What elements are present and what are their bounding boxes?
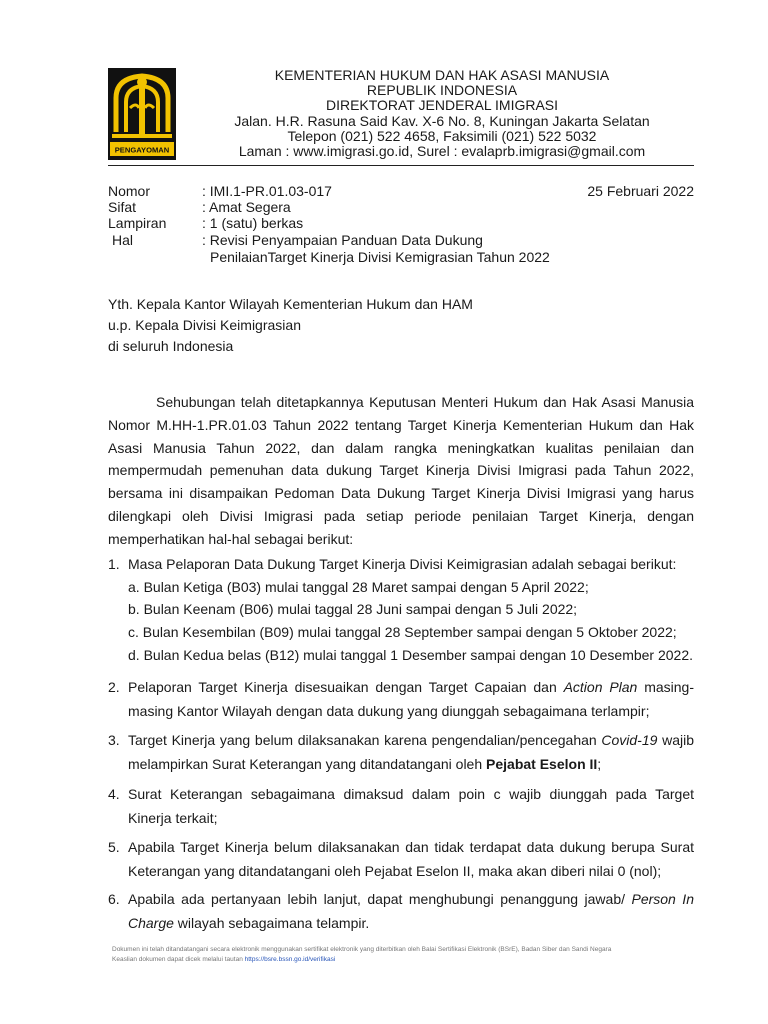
list-number: 4. (108, 786, 120, 802)
footer-line1: Dokumen ini telah ditandatangani secara elektronik menggunakan sertifikat elektronik yang diterbitkan oleh Balai Sertifikasi Elektronik (BSrE), Badan Siber dan Sandi Negara (112, 946, 612, 953)
letterhead (200, 68, 684, 159)
sub-item-a: a. Bulan Ketiga (B03) mulai tanggal 28 Maret sampai dengan 5 April 2022; (128, 579, 589, 595)
sub-item-d: d. Bulan Kedua belas (B12) mulai tanggal 1 Desember sampai dengan 10 Desember 2022. (128, 647, 694, 663)
lampiran-value: : 1 (satu) berkas (202, 215, 304, 231)
list-item-text: Target Kinerja yang belum dilaksanakan karena pengendalian/pencegahan Covid-19 wajib melampirkan Surat Keterangan yang ditandatangani oleh Pejabat Eselon II; (128, 732, 694, 772)
list-item-3 (108, 728, 694, 776)
logo-banner-text: PENGAYOMAN (114, 145, 170, 155)
addressee-line3: di seluruh Indonesia (108, 338, 234, 354)
list-item-1 (108, 552, 694, 576)
list-number: 1. (108, 556, 120, 572)
sifat-value: : Amat Segera (202, 199, 291, 215)
letterhead-country: REPUBLIK INDONESIA (366, 82, 518, 99)
addressee (108, 294, 473, 357)
nomor-label: Nomor (108, 183, 151, 199)
letterhead-address: Jalan. H.R. Rasuna Said Kav. X-6 No. 8, Kuningan Jakarta Selatan (234, 112, 650, 129)
addressee-line2: u.p. Kepala Divisi Keimigrasian (108, 317, 301, 333)
letterhead-phone: Telepon (021) 522 4658, Faksimili (021) 522 5032 (287, 127, 597, 144)
letterhead-divider (108, 165, 694, 166)
letter-date: 25 Februari 2022 (587, 183, 694, 199)
list-item-6 (108, 887, 694, 935)
lampiran-label: Lampiran (108, 215, 167, 231)
hal-value-line2: PenilaianTarget Kinerja Divisi Kemigrasian Tahun 2022 (210, 249, 550, 265)
intro-paragraph: Sehubungan telah ditetapkannya Keputusan Menteri Hukum dan Hak Asasi Manusia Nomor M.HH-1.PR.01.03 Tahun 2022 tentang Target Kinerja Kementerian Hukum dan Hak Asasi Manusia Tahun 2022, dan dalam rangka meningkatkan kualitas penilaian dan mempermudah pemenuhan data dukung Target Kinerja Divisi Imigrasi pada Tahun 2022, bersama ini disampaikan Pedoman Data Dukung Target Kinerja Divisi Imigrasi yang harus dilengkapi oleh Divisi Imigrasi pada setiap periode penilaian Target Kinerja, dengan memperhatikan hal-hal sebagai berikut: (108, 394, 694, 547)
letterhead-web: Laman : www.imigrasi.go.id, Surel : evalaprb.imigrasi@gmail.com (238, 143, 646, 160)
verification-link[interactable]: https://bsre.bssn.go.id/verifikasi (244, 956, 336, 963)
list-item-text: Pelaporan Target Kinerja disesuaikan dengan Target Capaian dan Action Plan masing-masing Kantor Wilayah dengan data dukung yang diunggah sebagaimana terlampir; (128, 679, 694, 719)
list-item-4 (108, 782, 694, 830)
nomor-value: : IMI.1-PR.01.03-017 (202, 183, 332, 199)
list-item-2 (108, 675, 694, 723)
list-number: 5. (108, 839, 120, 855)
letterhead-directorate: DIREKTORAT JENDERAL IMIGRASI (325, 97, 559, 114)
list-item-text: Apabila ada pertanyaan lebih lanjut, dapat menghubungi penanggung jawab/ Person In Charge wilayah sebagaimana telampir. (128, 891, 694, 931)
list-item-text: Apabila Target Kinerja belum dilaksanakan dan tidak terdapat data dukung berupa Surat Keterangan yang ditandatangani oleh Pejabat Eselon II, maka akan diberi nilai 0 (nol); (128, 839, 694, 879)
footer-line2: Keaslian dokumen dapat dicek melalui tautan https://bsre.bssn.go.id/verifikasi (112, 956, 336, 963)
ministry-logo (108, 68, 176, 160)
list-number: 2. (108, 679, 120, 695)
list-number: 6. (108, 891, 120, 907)
e-signature-footer (112, 945, 611, 965)
list-item-text: Surat Keterangan sebagaimana dimaksud dalam poin c wajib diunggah pada Target Kinerja terkait; (128, 786, 694, 826)
sifat-label: Sifat (108, 199, 137, 215)
list-item-5 (108, 835, 694, 883)
hal-value-line1: : Revisi Penyampaian Panduan Data Dukung (202, 232, 483, 248)
pengayoman-emblem-icon (108, 68, 176, 160)
letterhead-ministry: KEMENTERIAN HUKUM DAN HAK ASASI MANUSIA (274, 67, 610, 83)
list-item-text: Masa Pelaporan Data Dukung Target Kinerja Divisi Keimigrasian adalah sebagai berikut: (128, 556, 677, 572)
sub-item-c: c. Bulan Kesembilan (B09) mulai tanggal 28 September sampai dengan 5 Oktober 2022; (128, 624, 677, 640)
addressee-line1: Yth. Kepala Kantor Wilayah Kementerian Hukum dan HAM (108, 296, 473, 312)
sub-item-b: b. Bulan Keenam (B06) mulai taggal 28 Juni sampai dengan 5 Juli 2022; (128, 601, 578, 617)
list-number: 3. (108, 732, 120, 748)
hal-label: Hal (112, 232, 134, 248)
